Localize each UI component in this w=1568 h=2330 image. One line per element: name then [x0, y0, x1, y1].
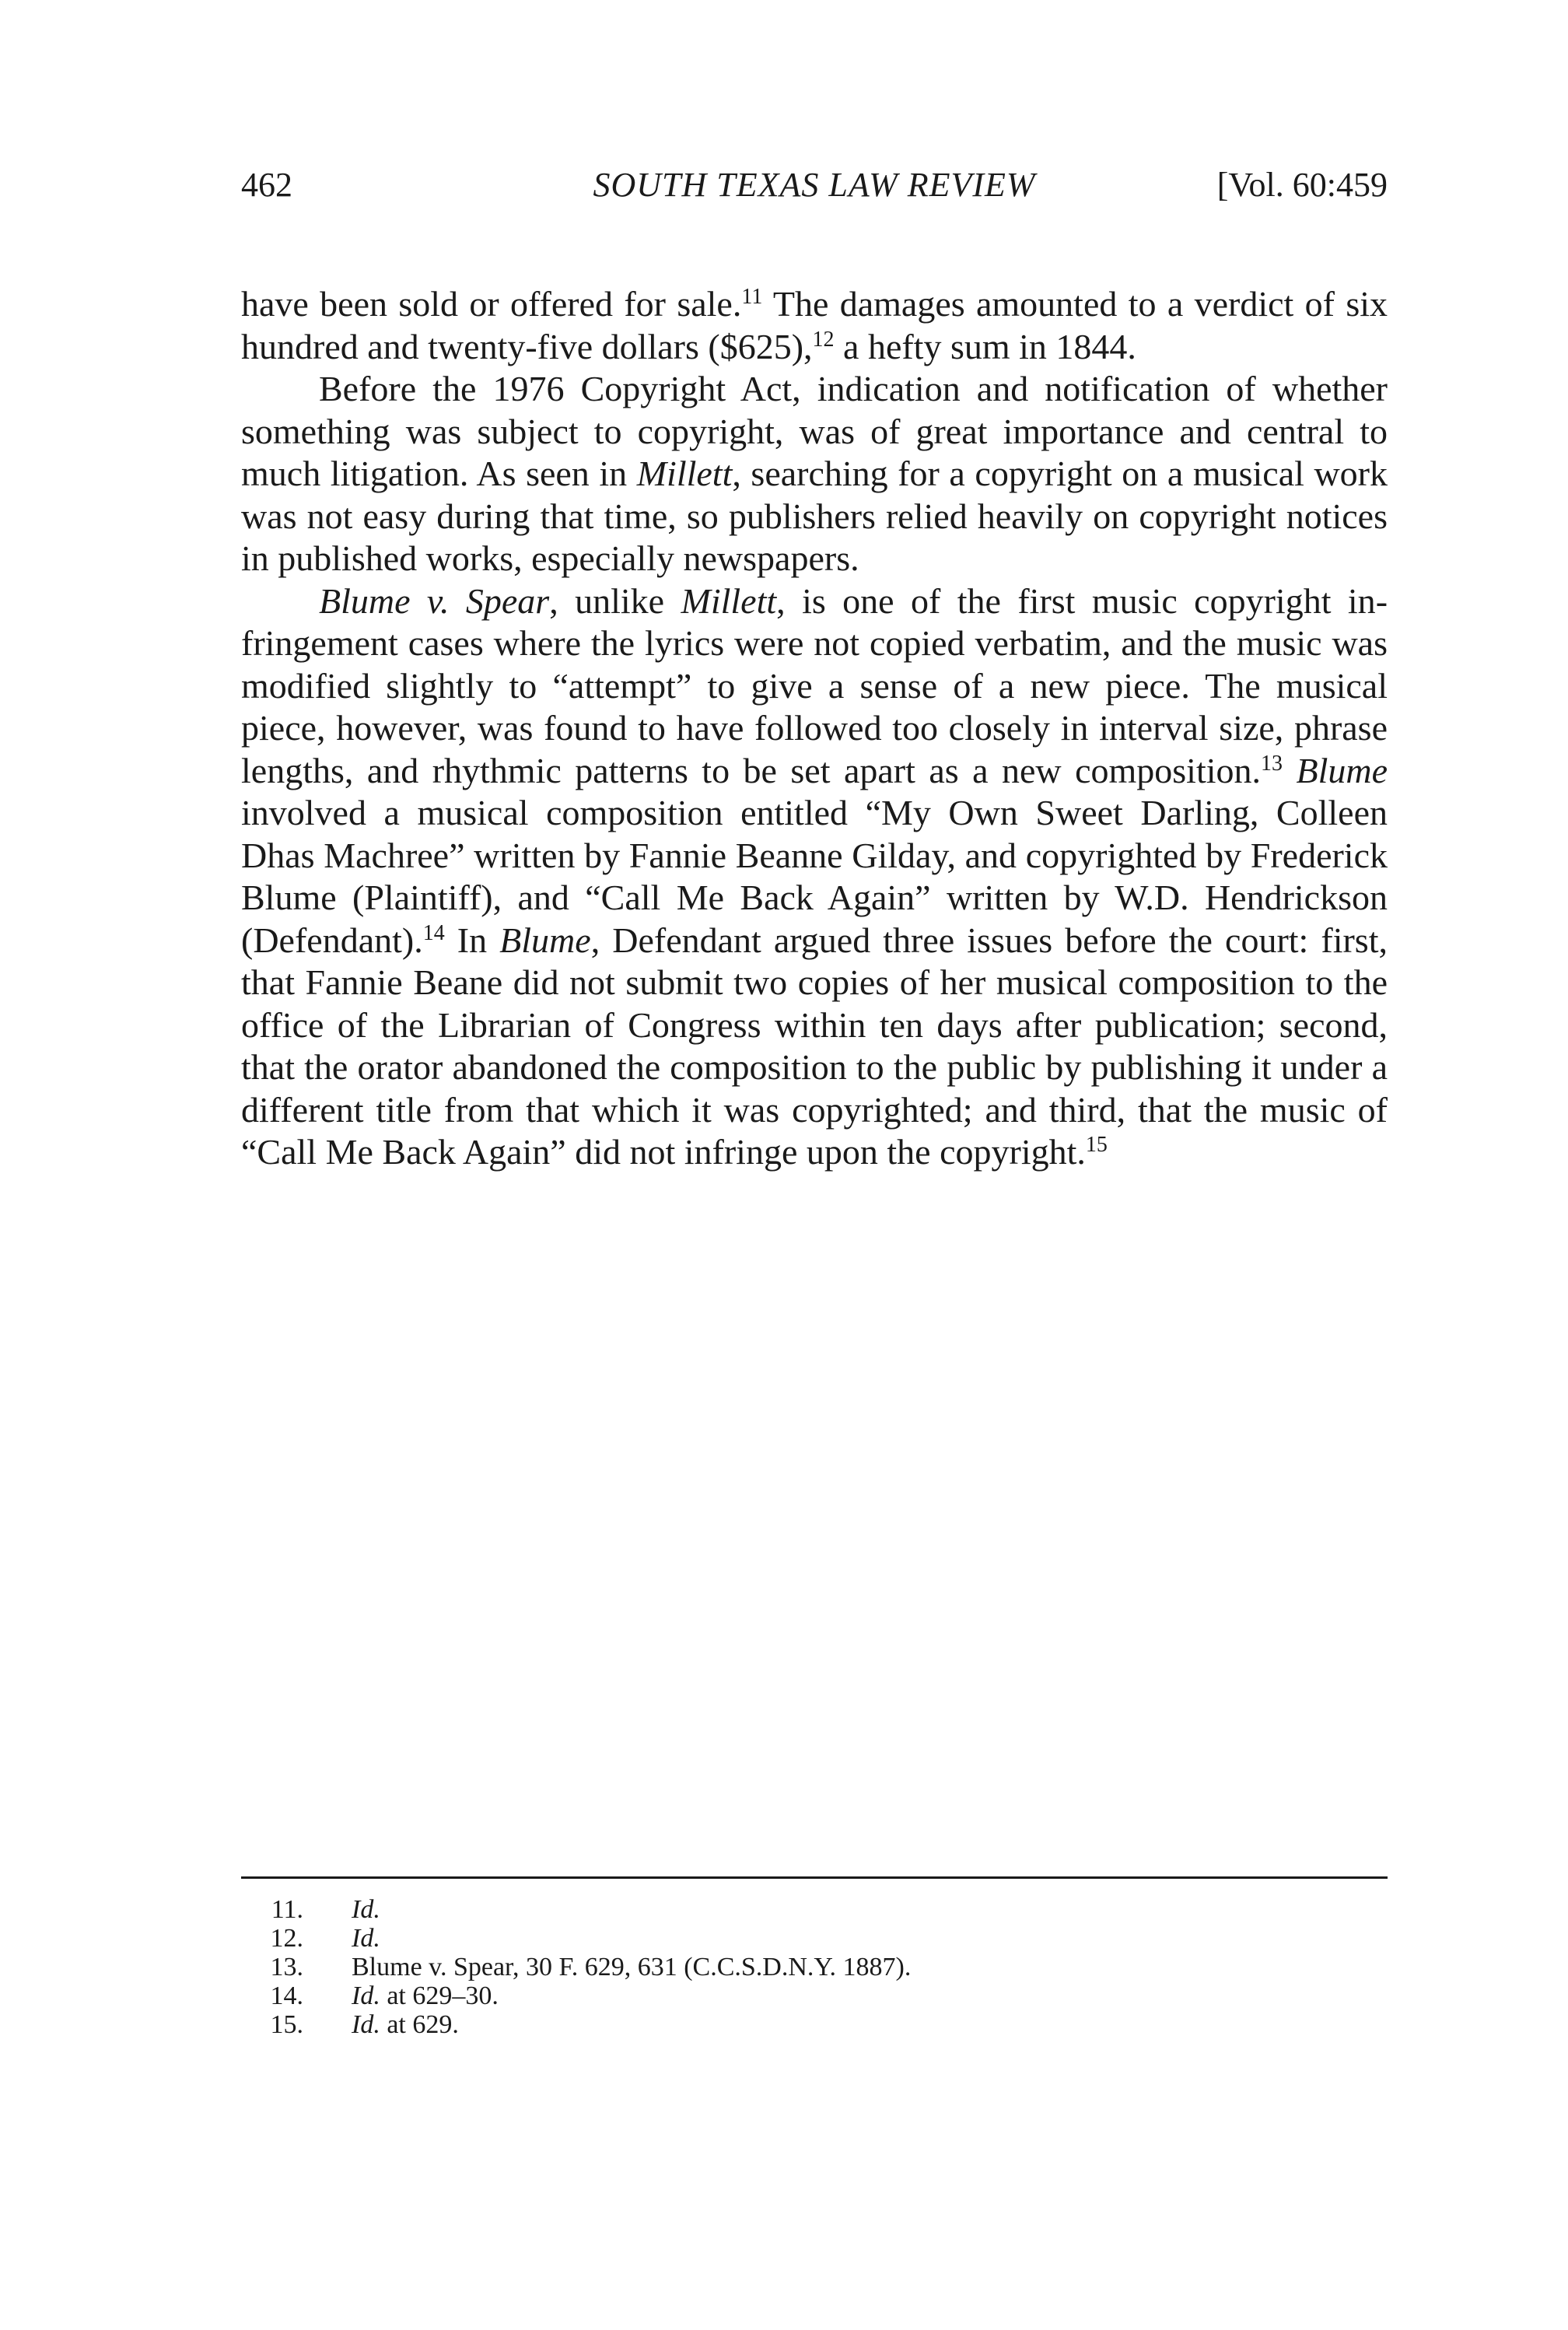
paragraph-text: , unlike [549, 580, 681, 621]
footnote-body: Blume v. Spear, 30 F. 629, 631 (C.C.S.D.N.Y. 1887). [352, 1953, 912, 1981]
footnote-text [352, 1895, 380, 1924]
footnote-text [352, 2010, 459, 2039]
footnote-15 [241, 2010, 1388, 2039]
footnote-ref-14[interactable]: 14 [422, 920, 445, 945]
paragraph-text: involved a musical composition entitled “My Own Sweet Darling, Colleen Dhas Machree” written by Fannie Beanne Gilday, and copyrighted by Frederick Blume (Plaintiff), and “Call Me Back Again” written by W.D. Hendrickson (Defendant). [241, 793, 1388, 960]
footnote-number: 13. [270, 1953, 303, 1981]
case-name: Blume [499, 920, 591, 960]
volume-citation: [Vol. 60:459 [1216, 166, 1388, 204]
footnote-13 [241, 1953, 1388, 1981]
paragraph-text: In [444, 920, 500, 960]
footnote-italic: Id. [352, 2010, 380, 2039]
footnote-body: at 629–30. [380, 1981, 499, 2010]
footnote-ref-12[interactable]: 12 [812, 327, 835, 352]
body-text [241, 283, 1388, 1174]
footnote-14 [241, 1981, 1388, 2010]
page-number: 462 [241, 166, 292, 204]
footnote-12 [241, 1924, 1388, 1953]
running-header [241, 162, 1388, 208]
footnote-text [352, 1953, 911, 1981]
footnote-ref-13[interactable]: 13 [1261, 751, 1283, 776]
paragraph-text [1283, 751, 1296, 790]
footnote-italic: Id. [352, 1981, 380, 2010]
footnote-italic: Id. [352, 1924, 380, 1953]
journal-title: SOUTH TEXAS LAW REVIEW [593, 166, 1036, 204]
paragraph-text: Before the 1976 Copyright Act, indication and notification of whether something was subject to copyright, was of great importance and central to much litigation. As seen in [241, 369, 1388, 493]
paragraph-text: have been sold or offered for sale. [241, 284, 742, 324]
footnote-number: 14. [270, 1981, 303, 2010]
footnote-number: 11. [271, 1895, 303, 1924]
footnote-number: 15. [270, 2010, 303, 2039]
case-name: Blume [1296, 750, 1388, 790]
paragraph-text: , Defendant argued three issues before the court: first, that Fannie Beane did not submit two copies of her musical composition to the office of the Librarian of Congress within ten days after publication; second, that the orator abandoned the composition to the public by publishing it under a different title from that which it was copyrighted; and third, that the music of “Call Me Back Again” did not infringe upon the copyright. [241, 920, 1388, 1172]
case-name: Millett [681, 580, 777, 621]
paragraph-text: , searching for a copyright on a musical work was not easy during that time, so publishers relied heavily on copyright notices in published works, especially newspapers. [241, 454, 1388, 578]
footnote-body: at 629. [380, 2010, 459, 2039]
footnote-text [352, 1924, 380, 1953]
case-name: Millett [636, 454, 733, 493]
footnote-divider [241, 1876, 1388, 1879]
footnote-number: 12. [270, 1924, 303, 1953]
footnote-text [352, 1981, 499, 2010]
paragraph-1 [241, 283, 1388, 368]
footnotes [241, 1895, 1388, 2039]
footnote-ref-15[interactable]: 15 [1085, 1133, 1108, 1157]
footnote-11 [241, 1895, 1388, 1924]
paragraph-3 [241, 580, 1388, 1174]
footnote-ref-11[interactable]: 11 [741, 285, 763, 309]
paragraph-text: , is one of the first music copyright infringement cases where the lyrics were not copied verbatim, and the music was modified slightly to “attempt” to give a sense of a new piece. The musical piece, however, was found to have followed too closely in interval size, phrase lengths, and rhythmic patterns to be set apart as a new composition. [241, 580, 1388, 790]
case-name: Blume v. Spear [319, 580, 550, 621]
paragraph-text: a hefty sum in 1844. [834, 326, 1136, 366]
footnote-italic: Id. [352, 1895, 380, 1924]
paragraph-2 [241, 368, 1388, 580]
paragraph-text: The damages amounted to a verdict of six hundred and twenty-five dollars ($625), [241, 284, 1388, 366]
